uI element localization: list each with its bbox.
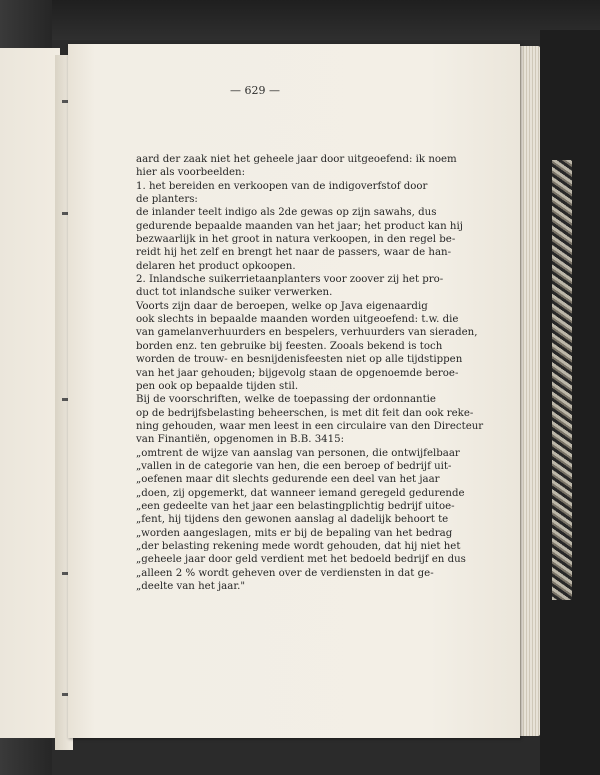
text-line: „omtrent de wijze van aanslag van personen, die ontwijfelbaar	[136, 447, 460, 459]
text-line: „vallen in de categorie van hen, die een beroep of bedrijf uit-	[136, 460, 452, 472]
text-line: „deelte van het jaar."	[136, 581, 246, 592]
text-line: delaren het product opkoopen.	[136, 260, 296, 272]
text-line: hier als voorbeelden:	[136, 167, 246, 179]
text-line: bezwaarlijk in het groot in natura verkoopen, in den regel be-	[136, 234, 456, 246]
text-line: op de bedrijfsbelasting beheerschen, is met dit feit dan ook reke-	[136, 407, 474, 419]
text-line: reidt hij het zelf en brengt het naar de passers, waar de han-	[136, 247, 452, 259]
text-line: „fent, hij tijdens den gewonen aanslag al dadelijk behoort te	[136, 514, 449, 526]
text-line: van Finantiën, opgenomen in B.B. 3415:	[136, 434, 345, 446]
page-number: — 629 —	[230, 84, 280, 97]
text-line: aard der zaak niet het geheele jaar door uitgeoefend: ik noem	[136, 154, 457, 165]
text-line: „alleen 2 % wordt geheven over de verdiensten in dat ge-	[136, 567, 434, 579]
text-line: duct tot inlandsche suiker verwerken.	[136, 287, 333, 299]
text-line: worden de trouw- en besnijdenisfeesten niet op alle tijdstippen	[136, 354, 463, 366]
text-line: „oefenen maar dit slechts gedurende een deel van het jaar	[136, 474, 440, 486]
text-line: Voorts zijn daar de beroepen, welke op Java eigenaardig	[136, 300, 428, 312]
text-line: ning gehouden, waar men leest in een circulaire van den Directeur	[136, 420, 484, 432]
marbled-board	[552, 160, 572, 600]
book-cover-top	[0, 0, 600, 40]
text-line: „der belasting rekening mede wordt gehouden, dat hij niet het	[136, 540, 461, 552]
text-line: van gamelanverhuurders en bespelers, verhuurders van sieraden,	[136, 327, 478, 339]
text-line: 2. Inlandsche suikerrietaanplanters voor zoover zij het pro-	[136, 274, 444, 286]
text-line: 1. het bereiden en verkoopen van de indigoverfstof door	[136, 180, 428, 192]
text-line: „een gedeelte van het jaar een belastingplichtig bedrijf uitoe-	[136, 500, 455, 512]
text-line: „doen, zij opgemerkt, dat wanneer iemand geregeld gedurende	[136, 487, 465, 499]
text-line: Bij de voorschriften, welke de toepassing der ordonnantie	[136, 394, 436, 406]
text-line: de planters:	[136, 194, 198, 206]
text-line: van het jaar gehouden; bijgevolg staan de opgenoemde beroe-	[136, 367, 459, 379]
text-line: „geheele jaar door geld verdient met het bedoeld bedrijf en dus	[136, 554, 466, 566]
text-line: de inlander teelt indigo als 2de gewas op zijn sawahs, dus	[136, 207, 437, 219]
text-line: „worden aangeslagen, mits er bij de bepaling van het bedrag	[136, 527, 453, 539]
body-text	[136, 153, 484, 593]
text-line: borden enz. ten gebruike bij feesten. Zooals bekend is toch	[136, 340, 443, 352]
text-line: ook slechts in bepaalde maanden worden uitgeoefend: t.w. die	[136, 314, 459, 326]
text-line: gedurende bepaalde maanden van het jaar; het product kan hij	[136, 220, 463, 232]
left-page	[0, 48, 60, 738]
text-line: pen ook op bepaalde tijden stil.	[136, 380, 299, 392]
